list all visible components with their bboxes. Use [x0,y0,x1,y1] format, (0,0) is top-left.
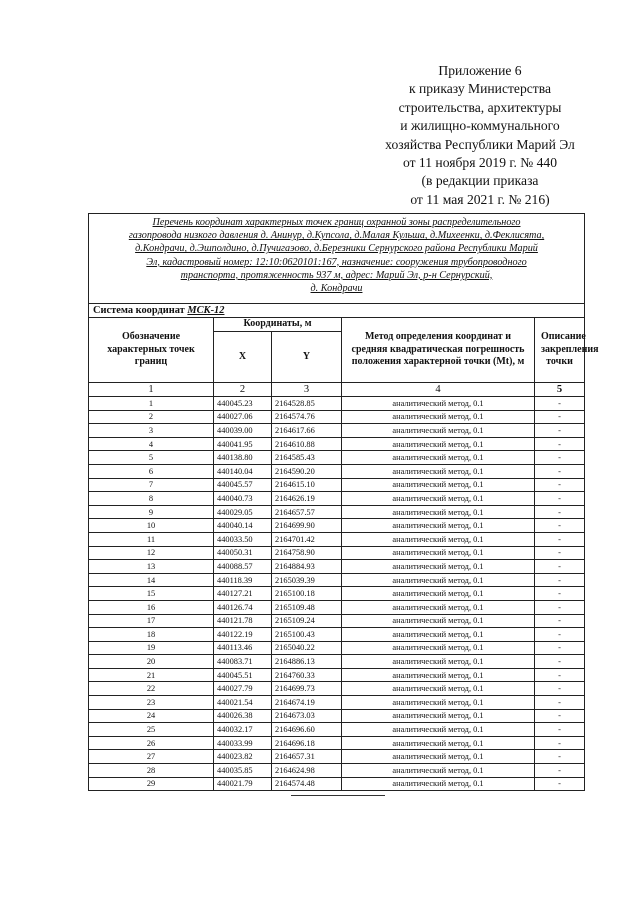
y-coordinate: 2165100.43 [272,628,342,642]
y-coordinate: 2164886.13 [272,655,342,669]
description-cell: - [535,464,585,478]
table-row [89,546,585,560]
coordinates-table [88,213,599,791]
table-row [89,709,585,723]
point-number: 29 [89,777,214,791]
method-cell: аналитический метод, 0.1 [342,424,535,438]
title-line: газопровода низкого давления д. Анинур, д.Купсола, д.Малая Кульша, д.Михеенки, д.Феклисята, [128,230,545,242]
description-cell: - [535,709,585,723]
method-cell: аналитический метод, 0.1 [342,655,535,669]
x-coordinate: 440029.05 [214,505,272,519]
description-cell: - [535,614,585,628]
x-coordinate: 440045.57 [214,478,272,492]
y-coordinate: 2164590.20 [272,464,342,478]
point-number: 28 [89,764,214,778]
point-number: 22 [89,682,214,696]
description-cell: - [535,628,585,642]
description-cell: - [535,696,585,710]
y-coordinate: 2164699.73 [272,682,342,696]
y-coordinate: 2164574.76 [272,410,342,424]
x-coordinate: 440121.78 [214,614,272,628]
y-coordinate: 2164585.43 [272,451,342,465]
point-number: 23 [89,696,214,710]
title-line: д.Кондрачи, д.Эшполдино, д.Пучигаэово, д.Березники Сернурского района Республики Марий [135,243,538,255]
x-coordinate: 440032.17 [214,723,272,737]
description-cell: - [535,600,585,614]
header-x: X [214,332,272,383]
method-cell: аналитический метод, 0.1 [342,641,535,655]
description-cell: - [535,478,585,492]
method-cell: аналитический метод, 0.1 [342,750,535,764]
y-coordinate: 2165109.24 [272,614,342,628]
header-line: от 11 мая 2021 г. № 216) [410,191,550,207]
point-number: 7 [89,478,214,492]
point-number: 24 [89,709,214,723]
y-coordinate: 2164528.85 [272,397,342,411]
description-cell: - [535,641,585,655]
description-cell: - [535,519,585,533]
point-number: 8 [89,492,214,506]
y-coordinate: 2164657.31 [272,750,342,764]
y-coordinate: 2164884.93 [272,560,342,574]
method-cell: аналитический метод, 0.1 [342,464,535,478]
table-row [89,682,585,696]
x-coordinate: 440026.38 [214,709,272,723]
y-coordinate: 2164617.66 [272,424,342,438]
header-designation: Обозначение характерных точек границ [89,318,214,383]
method-cell: аналитический метод, 0.1 [342,573,535,587]
column-number: 4 [342,383,535,397]
coordinate-system-row [89,304,585,318]
x-coordinate: 440040.14 [214,519,272,533]
description-cell: - [535,573,585,587]
method-cell: аналитический метод, 0.1 [342,532,535,546]
point-number: 21 [89,668,214,682]
point-number: 10 [89,519,214,533]
y-coordinate: 2164657.57 [272,505,342,519]
table-row [89,424,585,438]
description-cell: - [535,410,585,424]
header-line: Приложение 6 [438,63,522,78]
point-number: 3 [89,424,214,438]
point-number: 4 [89,437,214,451]
column-numbers-row [89,383,585,397]
table-row [89,560,585,574]
point-number: 18 [89,628,214,642]
table-row [89,614,585,628]
point-number: 15 [89,587,214,601]
table-row [89,750,585,764]
description-cell: - [535,397,585,411]
description-cell: - [535,655,585,669]
header-line: хозяйства Республики Марий Эл [385,136,575,152]
header-line: (в редакции приказа [421,173,539,189]
y-coordinate: 2164696.60 [272,723,342,737]
x-coordinate: 440035.85 [214,764,272,778]
y-coordinate: 2164701.42 [272,532,342,546]
y-coordinate: 2164673.03 [272,709,342,723]
x-coordinate: 440023.82 [214,750,272,764]
x-coordinate: 440045.51 [214,668,272,682]
description-cell: - [535,424,585,438]
description-cell: - [535,587,585,601]
title-line: Эл, кадастровый номер: 12:10:0620101:167, назначение: сооружения трубопроводного [146,256,527,268]
title-line: транспорта, протяженность 937 м, адрес: Марий Эл, р-н Сернурский, [180,269,493,281]
y-coordinate: 2164574.48 [272,777,342,791]
method-cell: аналитический метод, 0.1 [342,736,535,750]
table-row [89,519,585,533]
table-row [89,478,585,492]
point-number: 9 [89,505,214,519]
y-coordinate: 2164624.98 [272,764,342,778]
x-coordinate: 440140.04 [214,464,272,478]
point-number: 14 [89,573,214,587]
method-cell: аналитический метод, 0.1 [342,492,535,506]
x-coordinate: 440122.19 [214,628,272,642]
description-cell: - [535,492,585,506]
method-cell: аналитический метод, 0.1 [342,410,535,424]
coordinate-system-label: Система координат [93,305,185,316]
description-cell: - [535,750,585,764]
description-cell: - [535,560,585,574]
point-number: 17 [89,614,214,628]
column-number: 1 [89,383,214,397]
header-y: Y [272,332,342,383]
point-number: 1 [89,397,214,411]
point-number: 25 [89,723,214,737]
title-line: д. Кондрачи [310,283,363,295]
method-cell: аналитический метод, 0.1 [342,451,535,465]
point-number: 6 [89,464,214,478]
appendix-header [350,62,610,209]
method-cell: аналитический метод, 0.1 [342,600,535,614]
table-row [89,668,585,682]
x-coordinate: 440040.73 [214,492,272,506]
x-coordinate: 440033.99 [214,736,272,750]
table-row [89,655,585,669]
method-cell: аналитический метод, 0.1 [342,546,535,560]
point-number: 11 [89,532,214,546]
header-method: Метод определения координат и средняя квадратическая погрешность положения характерной точки (Mt), м [342,318,535,383]
x-coordinate: 440127.21 [214,587,272,601]
x-coordinate: 440126.74 [214,600,272,614]
y-coordinate: 2164699.90 [272,519,342,533]
point-number: 26 [89,736,214,750]
footer-divider [291,795,385,796]
x-coordinate: 440021.54 [214,696,272,710]
method-cell: аналитический метод, 0.1 [342,587,535,601]
header-line: и жилищно-коммунального [400,118,560,134]
x-coordinate: 440021.79 [214,777,272,791]
description-cell: - [535,682,585,696]
y-coordinate: 2164626.19 [272,492,342,506]
table-row [89,397,585,411]
y-coordinate: 2164760.33 [272,668,342,682]
table-row [89,464,585,478]
y-coordinate: 2164696.18 [272,736,342,750]
point-number: 19 [89,641,214,655]
method-cell: аналитический метод, 0.1 [342,437,535,451]
header-coordinates: Координаты, м [214,318,342,332]
y-coordinate: 2164674.19 [272,696,342,710]
y-coordinate: 2165109.48 [272,600,342,614]
x-coordinate: 440041.95 [214,437,272,451]
method-cell: аналитический метод, 0.1 [342,519,535,533]
column-number: 2 [214,383,272,397]
point-number: 2 [89,410,214,424]
table-row [89,587,585,601]
table-row [89,600,585,614]
x-coordinate: 440118.39 [214,573,272,587]
method-cell: аналитический метод, 0.1 [342,560,535,574]
description-cell: - [535,505,585,519]
method-cell: аналитический метод, 0.1 [342,668,535,682]
description-cell: - [535,723,585,737]
x-coordinate: 440033.50 [214,532,272,546]
method-cell: аналитический метод, 0.1 [342,709,535,723]
table-row [89,410,585,424]
table-row [89,696,585,710]
x-coordinate: 440039.00 [214,424,272,438]
description-cell: - [535,546,585,560]
method-cell: аналитический метод, 0.1 [342,478,535,492]
y-coordinate: 2164758.90 [272,546,342,560]
table-row [89,628,585,642]
method-cell: аналитический метод, 0.1 [342,614,535,628]
x-coordinate: 440083.71 [214,655,272,669]
y-coordinate: 2165039.39 [272,573,342,587]
point-number: 16 [89,600,214,614]
table-row [89,573,585,587]
description-cell: - [535,532,585,546]
method-cell: аналитический метод, 0.1 [342,397,535,411]
header-line: от 11 ноября 2019 г. № 440 [402,155,558,171]
title-line: Перечень координат характерных точек границ охранной зоны распределительного [152,217,521,228]
x-coordinate: 440113.46 [214,641,272,655]
x-coordinate: 440088.57 [214,560,272,574]
y-coordinate: 2165100.18 [272,587,342,601]
point-number: 12 [89,546,214,560]
table-row [89,505,585,519]
method-cell: аналитический метод, 0.1 [342,505,535,519]
description-cell: - [535,736,585,750]
table-row [89,437,585,451]
table-row [89,492,585,506]
description-cell: - [535,777,585,791]
description-cell: - [535,764,585,778]
table-row [89,532,585,546]
x-coordinate: 440045.23 [214,397,272,411]
header-line: к приказу Министерства [408,81,552,97]
method-cell: аналитический метод, 0.1 [342,682,535,696]
table-row [89,777,585,791]
x-coordinate: 440027.06 [214,410,272,424]
point-number: 27 [89,750,214,764]
y-coordinate: 2164610.88 [272,437,342,451]
point-number: 13 [89,560,214,574]
y-coordinate: 2165040.22 [272,641,342,655]
column-number: 3 [272,383,342,397]
table-row [89,451,585,465]
description-cell: - [535,437,585,451]
table-row [89,723,585,737]
method-cell: аналитический метод, 0.1 [342,628,535,642]
table-row [89,764,585,778]
table-title [89,214,585,304]
coordinate-system-name: МСК-12 [187,305,225,316]
x-coordinate: 440027.79 [214,682,272,696]
method-cell: аналитический метод, 0.1 [342,696,535,710]
description-cell: - [535,451,585,465]
description-cell: - [535,668,585,682]
x-coordinate: 440050.31 [214,546,272,560]
header-description: Описание закрепления точки [535,318,585,383]
method-cell: аналитический метод, 0.1 [342,777,535,791]
table-row [89,736,585,750]
method-cell: аналитический метод, 0.1 [342,764,535,778]
column-number: 5 [535,383,585,397]
header-line: строительства, архитектуры [398,99,562,115]
y-coordinate: 2164615.10 [272,478,342,492]
method-cell: аналитический метод, 0.1 [342,723,535,737]
x-coordinate: 440138.80 [214,451,272,465]
table-row [89,641,585,655]
point-number: 20 [89,655,214,669]
point-number: 5 [89,451,214,465]
